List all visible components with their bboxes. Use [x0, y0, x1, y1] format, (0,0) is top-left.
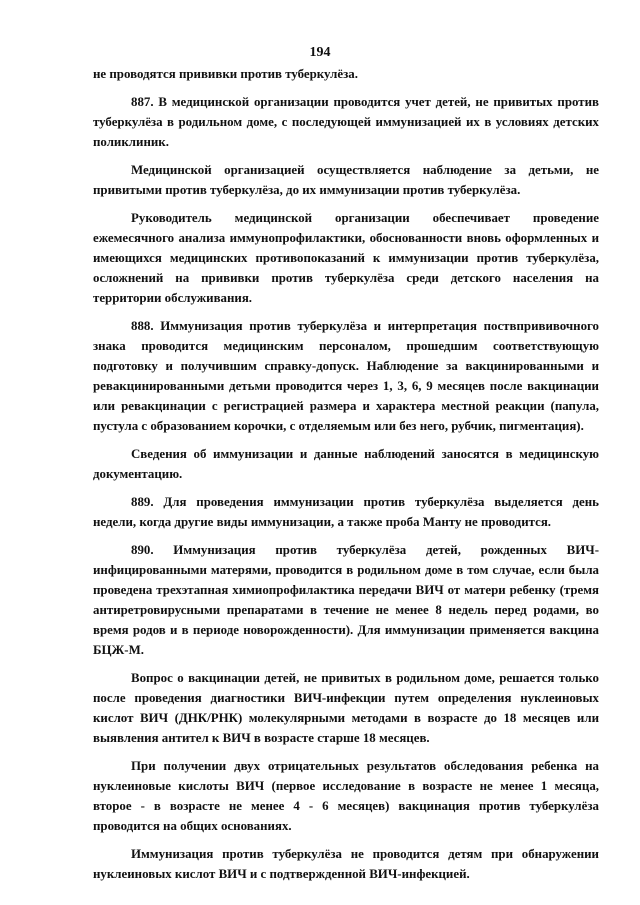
- paragraph-observation: Медицинской организацией осуществляется наблюдение за детьми, не привитыми против туберкулёза, до их иммунизации против туберкулёза.: [93, 163, 599, 197]
- paragraph-contraindication: Иммунизация против туберкулёза не проводится детям при обнаружении нуклеиновых кислот ВИЧ и с подтвержденной ВИЧ-инфекцией.: [93, 847, 599, 881]
- paragraph-analysis: Руководитель медицинской организации обеспечивает проведение ежемесячного анализа иммунопрофилактики, обоснованности вновь оформленных и имеющихся медицинских противопоказаний к иммунизации против туберкулёза, осложнений на прививки против туберкулёза среди детского населения на территории обслуживания.: [93, 211, 599, 305]
- document-body: [93, 64, 599, 892]
- paragraph-hiv-diagnostics: Вопрос о вакцинации детей, не привитых в родильном доме, решается только после проведения диагностики ВИЧ-инфекции путем определения нуклеиновых кислот ВИЧ (ДНК/РНК) молекулярными методами в возрасте до 18 месяцев или выявления антител к ВИЧ в возрасте старше 18 месяцев.: [93, 671, 599, 745]
- paragraph-888: 888. Иммунизация против туберкулёза и интерпретация поствпрививочного знака проводится медицинским персоналом, прошедшим соответствующую подготовку и получившим справку-допуск. Наблюдение за вакцинированными и ревакцинированными детьми проводится через 1, 3, 6, 9 месяцев после вакцинации или ревакцинации с регистрацией размера и характера местной реакции (папула, пустула с образованием корочки, с отделяемым или без него, рубчик, пигментация).: [93, 319, 599, 433]
- paragraph-records: Сведения об иммунизации и данные наблюдений заносятся в медицинскую документацию.: [93, 447, 599, 481]
- paragraph-continuation: не проводятся прививки против туберкулёза.: [93, 67, 358, 81]
- paragraph-890: 890. Иммунизация против туберкулёза детей, рожденных ВИЧ-инфицированными матерями, проводится в родильном доме в том случае, если была проведена трехэтапная химиопрофилактика передачи ВИЧ от матери ребенку (тремя антиретровирусными препаратами в течение не менее 8 недель перед родами, во время родов и в периоде новорожденности). Для иммунизации применяется вакцина БЦЖ-М.: [93, 543, 599, 657]
- page-number: 194: [309, 45, 331, 60]
- paragraph-negative-results: При получении двух отрицательных результатов обследования ребенка на нуклеиновые кислоты ВИЧ (первое исследование в возрасте не менее 1 месяца, второе - в возрасте не менее 4 - 6 месяцев) вакцинация против туберкулёза проводится на общих основаниях.: [93, 759, 599, 833]
- paragraph-887: 887. В медицинской организации проводится учет детей, не привитых против туберкулёза в родильном доме, с последующей иммунизацией их в условиях детских поликлиник.: [93, 95, 599, 149]
- paragraph-889: 889. Для проведения иммунизации против туберкулёза выделяется день недели, когда другие виды иммунизации, а также проба Манту не проводится.: [93, 495, 599, 529]
